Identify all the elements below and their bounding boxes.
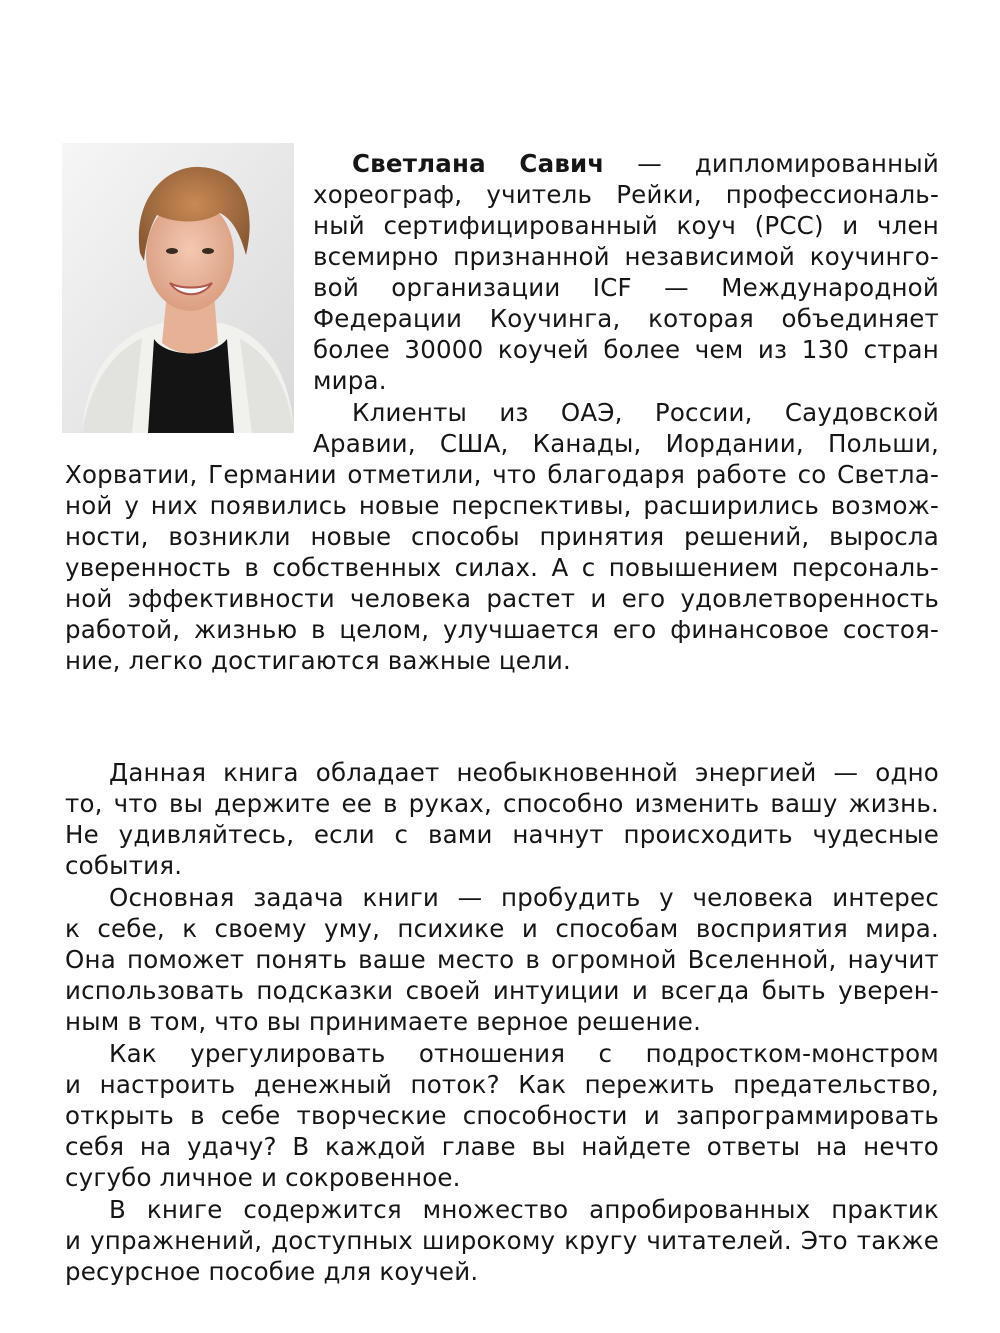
author-bio-line-4: всемирно признанной независимой коучинго- (313, 242, 939, 271)
author-name: Светлана Савич (352, 149, 605, 178)
book-p3-line-2: и настроить денежный поток? Как пережить предательство, (65, 1070, 939, 1099)
book-p4-line-2: и упражнений, доступных широкому кругу читателей. Это также (65, 1226, 939, 1255)
book-p1-line-4: события. (65, 851, 183, 880)
clients-line-9: ние, легко достигаются важные цели. (65, 646, 572, 675)
book-p3-line-3: открыть в себе творческие способности и запрограммировать (65, 1101, 939, 1130)
author-photo (62, 143, 294, 433)
author-bio-line-1: Светлана Савич — дипломированный (352, 149, 939, 178)
author-bio-line-2: хореограф, учитель Рейки, профессиональ- (313, 180, 939, 209)
book-p2-line-4: использовать подсказки своей интуиции и всегда быть уверен- (65, 976, 939, 1005)
author-bio-line-5: вой организации ICF — Международной (313, 273, 939, 302)
book-p2-line-2: к себе, к своему уму, психике и способам восприятия мира. (65, 914, 939, 943)
book-p2-line-5: ным в том, что вы принимаете верное решение. (65, 1007, 702, 1036)
book-p1-line-2: то, что вы держите ее в руках, способно изменить вашу жизнь. (65, 789, 939, 818)
book-p1-line-3: Не удивляйтесь, если с вами начнут происходить чудесные (65, 820, 939, 849)
author-bio-line-8: мира. (313, 366, 387, 395)
book-p3-line-5: сугубо личное и сокровенное. (65, 1163, 461, 1192)
book-p3-line-1: Как урегулировать отношения с подростком-монстром (109, 1039, 939, 1068)
clients-line-6: уверенность в собственных силах. А с повышением персональ- (65, 553, 939, 582)
book-p1-line-1: Данная книга обладает необыкновенной энергией — одно (109, 758, 939, 787)
book-p4-line-3: ресурсное пособие для коучей. (65, 1257, 479, 1286)
clients-line-3: Хорватии, Германии отметили, что благодаря работе со Светла- (65, 460, 939, 489)
author-bio-line-3: ный сертифицированный коуч (PCC) и член (313, 211, 939, 240)
clients-line-4: ной у них появились новые перспективы, расширились возмож- (65, 491, 939, 520)
clients-line-2: Аравии, США, Канады, Иордании, Польши, (313, 429, 939, 458)
author-bio-line-6: Федерации Коучинга, которая объединяет (313, 304, 939, 333)
clients-line-7: ной эффективности человека растет и его удовлетворенность (65, 584, 939, 613)
book-p3-line-4: себя на удачу? В каждой главе вы найдете ответы на нечто (65, 1132, 939, 1161)
author-bio-line-7: более 30000 коучей более чем из 130 стран (313, 335, 939, 364)
book-p4-line-1: В книге содержится множество апробированных практик (109, 1195, 939, 1224)
clients-line-1: Клиенты из ОАЭ, России, Саудовской (352, 398, 939, 427)
book-p2-line-3: Она поможет понять ваше место в огромной Вселенной, научит (65, 945, 939, 974)
clients-line-5: ности, возникли новые способы принятия решений, выросла (65, 522, 939, 551)
clients-line-8: работой, жизнью в целом, улучшается его финансовое состоя- (65, 615, 939, 644)
book-p2-line-1: Основная задача книги — пробудить у человека интерес (109, 883, 939, 912)
